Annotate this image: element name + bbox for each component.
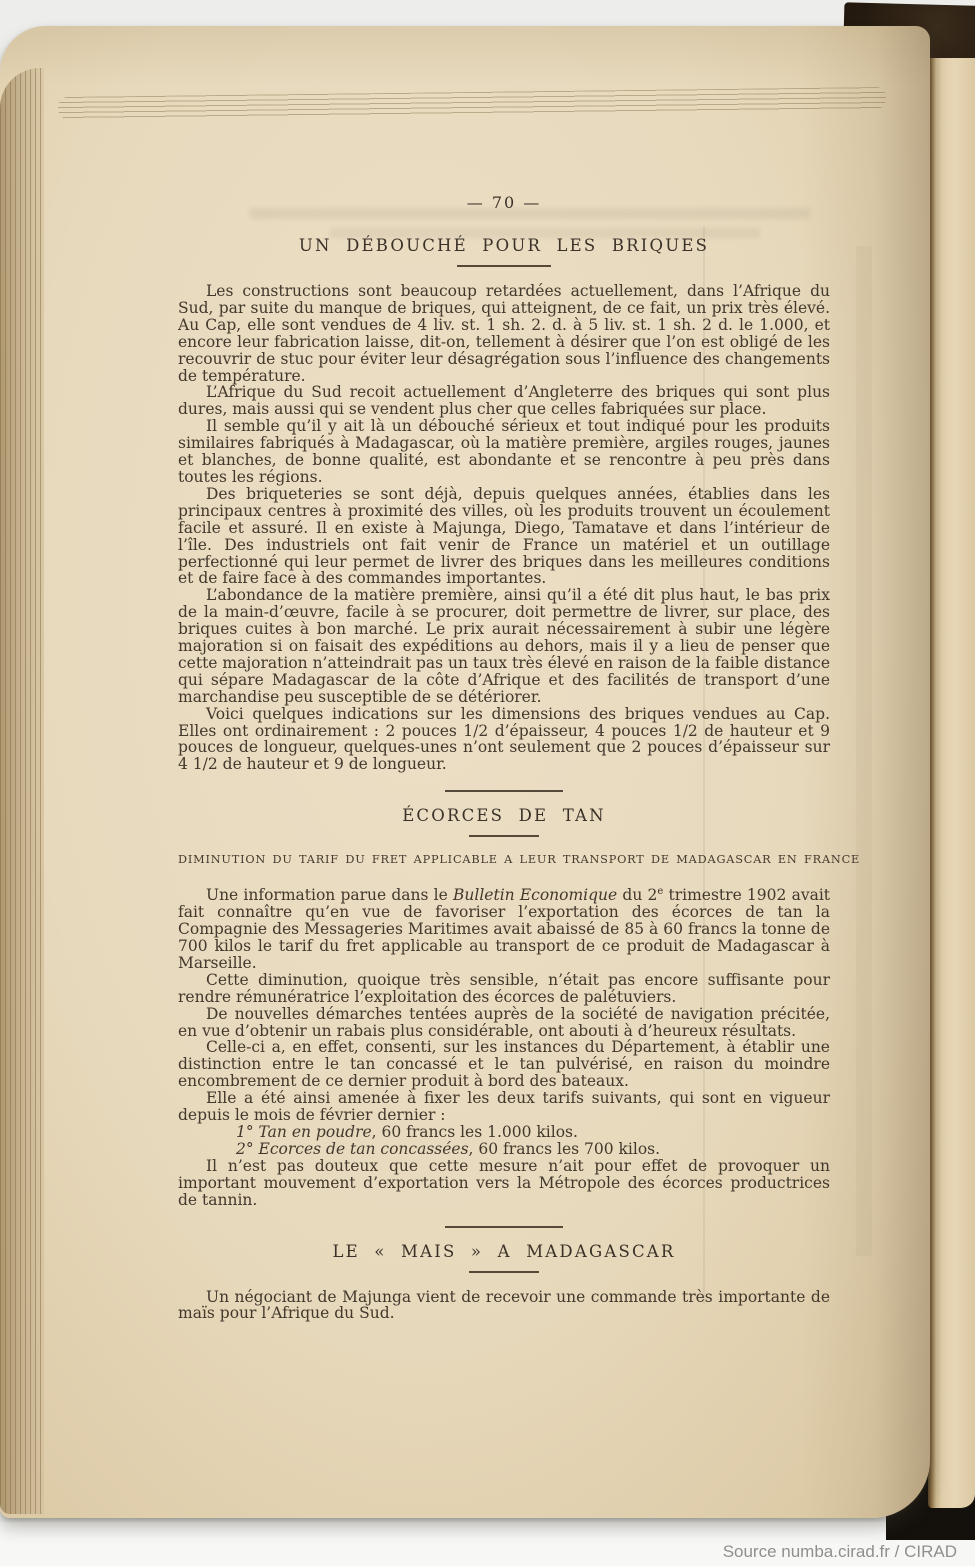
- paragraph: Celle-ci a, en effet, consenti, sur les instances du Département, à établir une distinction entre le tan concassé et le tan pulvérisé, en raison du moindre encombrement de ce dernier produit à bord des bateaux.: [178, 1038, 830, 1091]
- item-number: 1°: [236, 1122, 259, 1141]
- paragraph-text: trimestre 1902 avait fait connaître qu’en vue de favoriser l’exportation des écorces de tan la Compagnie des Messageries Maritimes avait abaissé de 85 à 60 francs la tonne de 700 kilos le tarif du fret applicable au transport de ce produit de Madagascar à Marseille.: [178, 886, 831, 972]
- paragraph: Elle a été ainsi amenée à fixer les deux tarifs suivants, qui sont en vigueur depuis le mois de février dernier :: [178, 1089, 830, 1125]
- title-rule: [457, 265, 551, 267]
- paragraph: L’Afrique du Sud recoit actuellement d’Angleterre des briques qui sont plus dures, mais aussi qui se vendent plus cher que celles fabriquées sur place.: [178, 383, 830, 419]
- page-content: [178, 193, 861, 1323]
- facing-page-edge: [928, 58, 975, 1508]
- paragraph: Il n’est pas douteux que cette mesure n’ait pour effet de provoquer un important mouvement d’exportation vers la Métropole des écorces productrices de tannin.: [178, 1156, 830, 1209]
- item-price: , 60 francs les 700 kilos.: [468, 1139, 661, 1158]
- section-divider: [445, 1226, 563, 1228]
- paragraph: Voici quelques indications sur les dimensions des briques vendues au Cap. Elles ont ordinairement : 2 pouces 1/2 d’épaisseur, 4 pouces 1/2 de hauteur et 9 pouces de longueur, quelques-unes n’ont seulement que 2 pouces d’épaisseur sur 4 1/2 de hauteur et 9 de longueur.: [178, 704, 830, 774]
- source-attribution: Source numba.cirad.fr / CIRAD: [722, 1542, 957, 1561]
- paragraph: Cette diminution, quoique très sensible, n’était pas encore suffisante pour rendre rémunératrice l’exploitation des écorces de palétuviers.: [178, 970, 830, 1006]
- paragraph: De nouvelles démarches tentées auprès de la société de navigation précitée, en vue d’obtenir un rabais plus considérable, ont abouti à d’heureux résultats.: [178, 1004, 830, 1040]
- tariff-item-2: [178, 1141, 830, 1158]
- section-subtitle-ecorces: DIMINUTION DU TARIF DU FRET APPLICABLE A LEUR TRANSPORT DE MADAGASCAR EN FRANCE: [178, 853, 861, 867]
- title-rule: [469, 835, 539, 837]
- section-title-ecorces: ÉCORCES DE TAN: [402, 806, 606, 826]
- item-number: 2°: [236, 1139, 259, 1158]
- paragraph: L’abondance de la matière première, ainsi qu’il a été dit plus haut, le bas prix de la main-d’œuvre, facile à se procurer, doit permettre de livrer, sur place, des briques cuites à bon marché. Le prix aurait nécessairement à subir une légère majoration si on faisait des expéditions au dehors, mais il y a lieu de penser que cette majoration n’atteindrait pas un taux très élevé en raison de la faible distance qui sépare Madagascar de la côte d’Afrique et des facilités de transport d’une marchandise peu susceptible de se détériorer.: [178, 586, 830, 706]
- paragraph: Un négociant de Majunga vient de recevoir une commande très importante de maïs pour l’Afrique du Sud.: [178, 1287, 830, 1323]
- showthrough-band: [856, 246, 872, 1256]
- section-divider: [445, 790, 563, 792]
- page-number: — 70 —: [466, 193, 542, 212]
- section-title-briques: UN DÉBOUCHÉ POUR LES BRIQUES: [298, 236, 710, 255]
- title-rule: [469, 1271, 539, 1273]
- item-name: Ecorces de tan concassées: [258, 1139, 469, 1158]
- book-page: [0, 26, 930, 1518]
- tariff-item-1: [178, 1124, 830, 1141]
- paragraph: [178, 887, 830, 972]
- page-edges-top: [58, 87, 886, 119]
- paragraph: Des briqueteries se sont déjà, depuis quelques années, établies dans les principaux centres à proximité des villes, où les produits trouvent un écoulement facile et assuré. Il en existe à Majunga, Diego, Tamatave et dans l’intérieur de l’île. Des industriels ont fait venir de France un matériel et un outillage perfectionné qui leur permet de livrer des briques dans les meilleures conditions et de faire face à des commandes importantes.: [178, 484, 830, 588]
- paragraph-text: Une information parue dans le: [206, 886, 454, 905]
- item-name: Tan en poudre: [258, 1122, 372, 1141]
- paragraph: Il semble qu’il y ait là un débouché sérieux et tout indiqué pour les produits similaires fabriqués à Madagascar, où la matière première, argiles rouges, jaunes et blanches, de bonne qualité, est abondante et se rencontre à peu près dans toutes les régions.: [178, 417, 830, 486]
- paragraph-text: du 2: [617, 886, 658, 905]
- page-edges-left: [0, 68, 44, 1514]
- paragraph: Les constructions sont beaucoup retardées actuellement, dans l’Afrique du Sud, par suite du manque de briques, qui atteignent, de ce fait, un prix très élevé. Au Cap, elle sont vendues de 4 liv. st. 1 sh. 2. d. à 5 liv. st. 1 sh. 2 d. le 1.000, et encore leur fabrication laisse, dit-on, tellement à désirer que l’on est obligé de les recouvrir de stuc pour éviter leur désagrégation sous l’influence des changements de température.: [178, 282, 830, 385]
- item-price: , 60 francs les 1.000 kilos.: [371, 1122, 578, 1141]
- ordinal-superscript: e: [657, 886, 664, 898]
- section-title-mais: LE « MAIS » A MADAGASCAR: [332, 1241, 676, 1261]
- italic-journal-name: Bulletin Economique: [453, 886, 618, 905]
